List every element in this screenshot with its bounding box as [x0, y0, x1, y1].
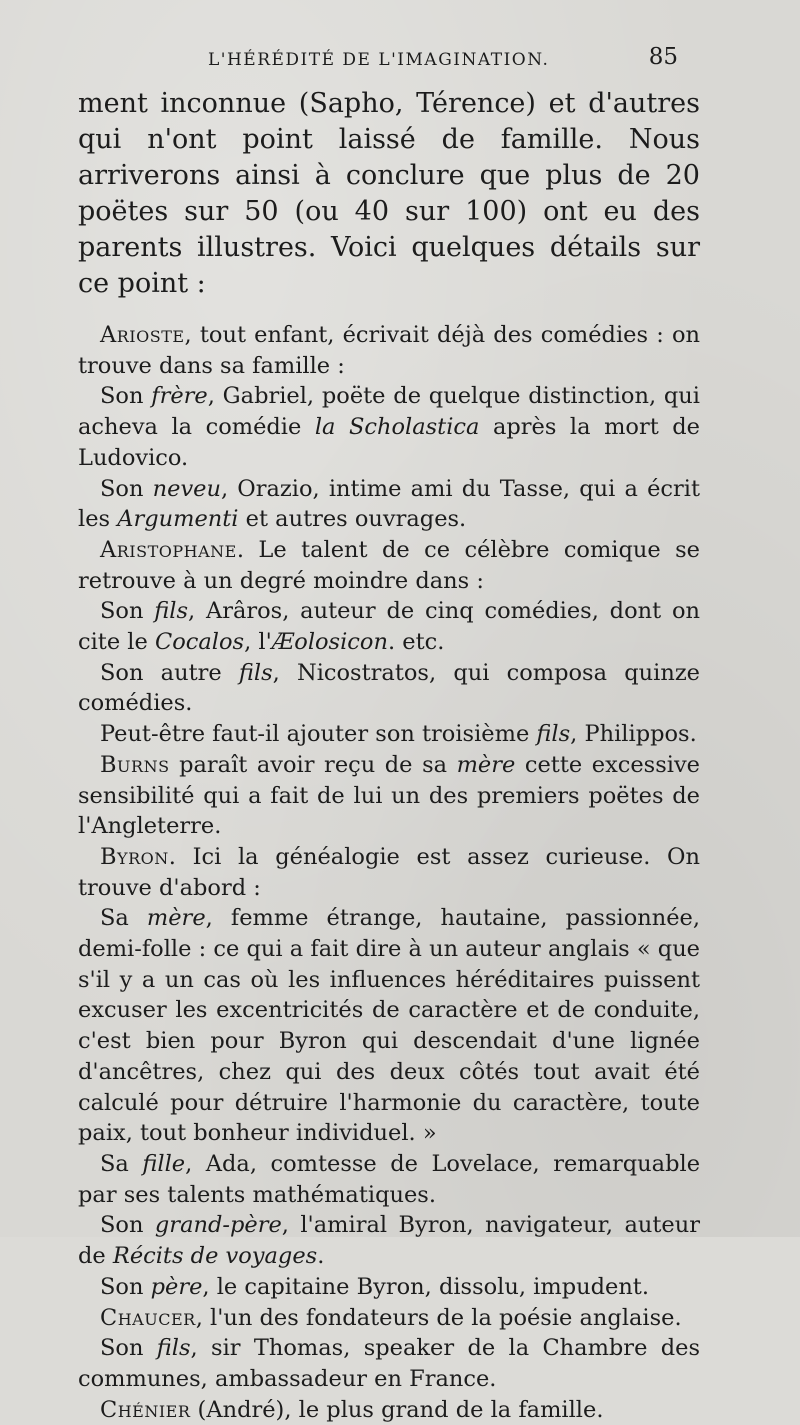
italic-text: mère: [146, 905, 206, 932]
text-run: (André), le plus grand de la famille.: [190, 1396, 604, 1423]
poet-name: Byron: [100, 843, 169, 870]
text-run: ment inconnue (Sapho, Térence) et d'autres qui n'ont point laissé de famille. Nous arriverons ainsi à conclure que plus de 20 poëtes sur 50 (ou 40 sur 100) ont eu des parents illustres. Voici quelques détails sur ce point :: [78, 88, 700, 299]
text-run: Son: [100, 1273, 151, 1300]
paragraph-entry: [78, 750, 700, 842]
paragraph-entry: [78, 320, 700, 381]
text-run: , le capitaine Byron, dissolu, impudent.: [202, 1273, 650, 1300]
text-run: Sa: [100, 905, 147, 932]
text-run: Son: [100, 598, 155, 625]
paragraph-entry: [78, 658, 700, 719]
italic-text: grand-père: [154, 1212, 282, 1239]
poet-name: Aristophane: [100, 536, 237, 563]
paragraph-entry: [78, 1210, 700, 1271]
italic-text: Récits de voyages: [112, 1243, 318, 1270]
text-run: , Ada, comtesse de Lovelace, remarquable par ses talents mathématiques.: [78, 1150, 701, 1208]
paragraph-entry: [78, 381, 700, 473]
text-run: . Ici la généalogie est assez curieuse. On trouve d'abord :: [78, 843, 700, 901]
text-run: , Orazio, intime ami du Tasse, qui a écrit les: [78, 475, 700, 533]
paragraph-entry: [78, 1333, 700, 1394]
text-run: , Gabriel, poëte de quelque distinction, qui acheva la comédie: [78, 383, 700, 441]
italic-text: Cocalos: [154, 629, 245, 656]
text-run: .: [317, 1243, 325, 1270]
paragraph-continuation: [78, 86, 700, 302]
paragraph-entry: [78, 535, 700, 596]
paragraph-entry: [78, 719, 700, 750]
text-run: , Nicostratos, qui composa quinze comédies.: [78, 659, 700, 717]
poet-name: Chénier: [100, 1396, 191, 1423]
paragraph-entry: [78, 1149, 700, 1210]
text-run: , Arâros, auteur de cinq comédies, dont on cite le: [78, 598, 700, 656]
text-run: , sir Thomas, speaker de la Chambre des communes, ambassadeur en France.: [78, 1335, 700, 1392]
paragraph-entry: [78, 1272, 700, 1303]
text-run: Son autre: [100, 659, 239, 686]
italic-text: fille: [142, 1150, 186, 1177]
paragraph-entry: [78, 842, 700, 903]
text-run: cette excessive sensibilité qui a fait de lui un des premiers poëtes de l'Angleterre.: [78, 751, 701, 840]
text-run: , l'amiral Byron, navigateur, auteur de: [78, 1212, 700, 1270]
italic-text: fils: [238, 659, 273, 686]
text-run: , l': [244, 629, 272, 656]
text-run: Sa: [100, 1150, 143, 1177]
text-run: après la mort de Ludovico.: [78, 414, 700, 471]
italic-text: père: [150, 1273, 203, 1300]
paragraph-entry: [78, 903, 700, 1149]
text-run: Peut-être faut-il ajouter son troisième: [100, 721, 537, 748]
paragraph-entry: [78, 1395, 700, 1425]
running-head: L'HÉRÉDITÉ DE L'IMAGINATION.: [208, 50, 550, 70]
italic-text: fils: [536, 721, 571, 748]
italic-text: mère: [456, 751, 516, 778]
italic-text: Argumenti: [117, 506, 239, 533]
italic-text: fils: [156, 1335, 191, 1362]
poet-name: Arioste: [100, 322, 185, 348]
body-text: [78, 86, 700, 1425]
italic-text: Æolosicon: [271, 629, 388, 656]
text-run: Son: [100, 1212, 155, 1239]
paragraph-entry: [78, 474, 700, 535]
text-run: et autres ouvrages.: [238, 506, 467, 533]
italic-text: neveu: [152, 475, 221, 502]
text-run: . etc.: [387, 629, 445, 656]
text-run: paraît avoir reçu de sa: [169, 751, 457, 778]
text-run: Son: [100, 1335, 157, 1362]
text-run: Son: [100, 475, 153, 502]
italic-text: la Scholastica: [314, 414, 480, 441]
text-run: . Le talent de ce célèbre comique se retrouve à un degré moindre dans :: [78, 536, 700, 594]
page-header: [0, 44, 800, 84]
poet-name: Burns: [100, 751, 170, 778]
text-run: , femme étrange, hautaine, passionnée, demi-folle : ce qui a fait dire à un auteur anglais « que s'il y a un cas où les influences héréditaires puissent excuser les excentricités de caractère et de conduite, c'est bien pour Byron qui descendait d'une lignée d'ancêtres, chez qui des deux côtés tout avait été calculé pour détruire l'harmonie du caractère, toute paix, tout bonheur individuel. »: [78, 905, 701, 1147]
text-run: , Philippos.: [570, 721, 697, 748]
text-run: , l'un des fondateurs de la poésie anglaise.: [195, 1304, 682, 1331]
italic-text: fils: [154, 598, 188, 625]
paragraph-entry: [78, 596, 700, 657]
page-number: 85: [648, 44, 678, 70]
paragraph-entry: [78, 1303, 700, 1334]
italic-text: frère: [151, 383, 208, 410]
text-run: , tout enfant, écrivait déjà des comédies : on trouve dans sa famille :: [78, 322, 700, 379]
text-run: Son: [100, 383, 152, 410]
poet-name: Chaucer: [100, 1304, 196, 1331]
